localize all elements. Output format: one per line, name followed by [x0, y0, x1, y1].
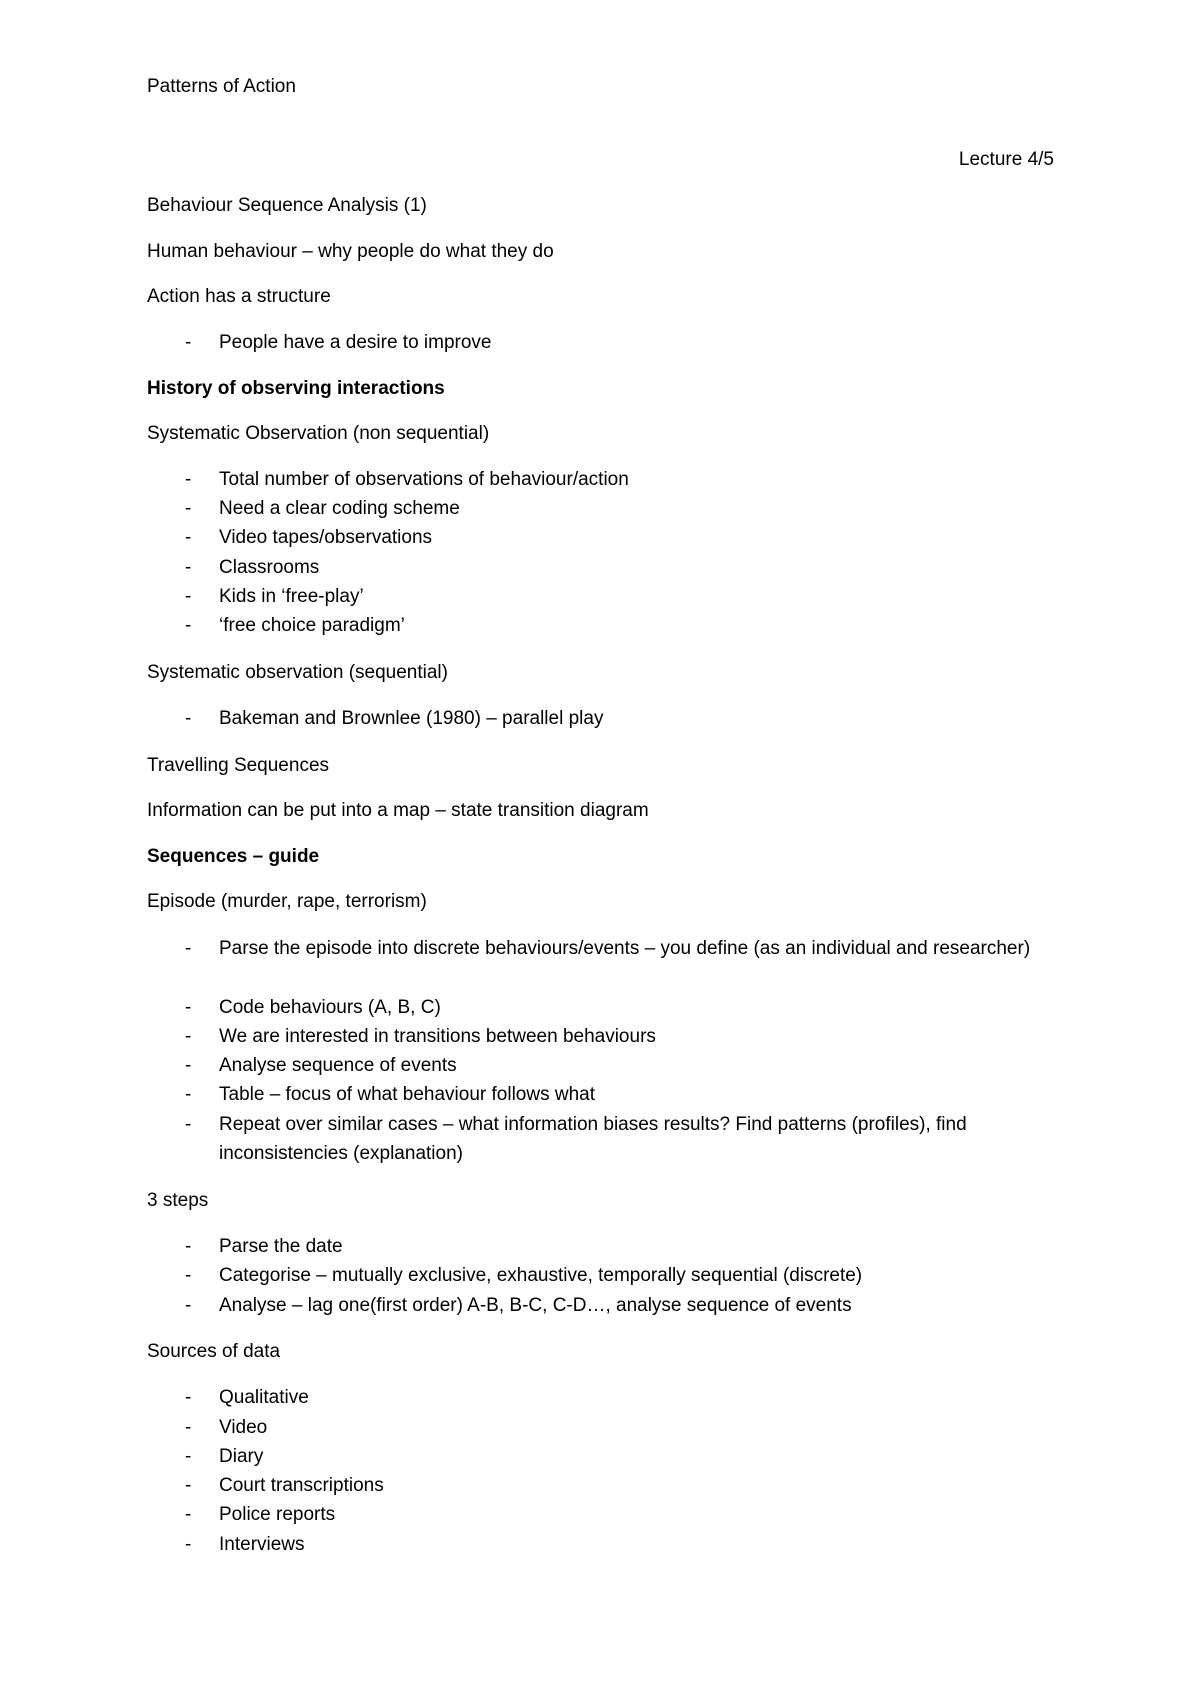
list-item-text: Analyse – lag one(first order) A-B, B-C, C-D…, analyse sequence of events	[219, 1295, 852, 1316]
list-item	[147, 1413, 1047, 1442]
list-item	[147, 553, 1047, 582]
list-item	[147, 993, 1047, 1022]
list-item-text: Police reports	[219, 1504, 336, 1525]
bullet-marker: -	[185, 1446, 192, 1467]
paragraph-episode: Episode (murder, rape, terrorism)	[147, 891, 427, 912]
list-item-text: Interviews	[219, 1534, 305, 1555]
bullet-marker: -	[185, 1055, 192, 1076]
list-item-text: Categorise – mutually exclusive, exhaustive, temporally sequential (discrete)	[219, 1265, 863, 1286]
list-item	[147, 494, 1047, 523]
bullet-marker: -	[185, 1295, 192, 1316]
bullet-marker: -	[185, 469, 192, 490]
bullet-marker: -	[185, 1265, 192, 1286]
document-title: Patterns of Action	[147, 76, 296, 97]
list-item	[147, 1442, 1047, 1471]
paragraph-travelling-sequences: Travelling Sequences	[147, 755, 330, 776]
bullet-marker: -	[185, 586, 192, 607]
lecture-number: Lecture 4/5	[958, 149, 1054, 170]
list-item	[147, 1080, 1047, 1109]
list-item	[147, 934, 1047, 963]
bullet-marker: -	[185, 527, 192, 548]
list-item	[147, 1383, 1047, 1412]
list-item	[147, 1261, 1047, 1290]
list-item-text: Need a clear coding scheme	[219, 498, 460, 519]
bullet-marker: -	[185, 1475, 192, 1496]
list-item-text: Total number of observations of behaviour/action	[219, 469, 629, 490]
list-item-text: People have a desire to improve	[219, 332, 492, 353]
bullet-marker: -	[185, 1114, 192, 1135]
bullet-marker: -	[185, 557, 192, 578]
list-item	[147, 1022, 1047, 1051]
list-item-text: Kids in ‘free-play’	[219, 586, 364, 607]
bullet-marker: -	[185, 1387, 192, 1408]
list-item-text: Bakeman and Brownlee (1980) – parallel play	[219, 708, 604, 729]
list-item-text: Diary	[219, 1446, 264, 1467]
list-item-text: Analyse sequence of events	[219, 1055, 457, 1076]
bullet-marker: -	[185, 615, 192, 636]
bullet-marker: -	[185, 997, 192, 1018]
list-item-text: Qualitative	[219, 1387, 309, 1408]
list-item	[147, 523, 1047, 552]
bullet-marker: -	[185, 1417, 192, 1438]
list-item	[147, 704, 1047, 733]
list-item	[147, 1110, 1047, 1168]
list-item-text: Repeat over similar cases – what information biases results? Find patterns (profiles), find inconsistencies (explanation)	[219, 1114, 967, 1164]
list-item-text: Video tapes/observations	[219, 527, 433, 548]
list-item-text: Video	[219, 1417, 268, 1438]
list-item	[147, 1530, 1047, 1559]
heading-history-observing: History of observing interactions	[147, 378, 445, 399]
heading-behaviour-sequence-analysis: Behaviour Sequence Analysis (1)	[147, 195, 427, 216]
list-item-text: We are interested in transitions between behaviours	[219, 1026, 656, 1047]
list-item	[147, 1500, 1047, 1529]
list-item	[147, 1051, 1047, 1080]
bullet-marker: -	[185, 708, 192, 729]
paragraph-action-structure: Action has a structure	[147, 286, 331, 307]
list-item	[147, 465, 1047, 494]
paragraph-sources-of-data: Sources of data	[147, 1341, 281, 1362]
paragraph-information-map: Information can be put into a map – state transition diagram	[147, 800, 649, 821]
bullet-marker: -	[185, 498, 192, 519]
bullet-marker: -	[185, 1084, 192, 1105]
paragraph-systematic-sequential: Systematic observation (sequential)	[147, 662, 448, 683]
paragraph-human-behaviour: Human behaviour – why people do what they do	[147, 241, 554, 262]
list-item-text: ‘free choice paradigm’	[219, 615, 405, 636]
bullet-marker: -	[185, 1026, 192, 1047]
bullet-marker: -	[185, 332, 192, 353]
list-item	[147, 1291, 1047, 1320]
list-item	[147, 1232, 1047, 1261]
list-item-text: Parse the date	[219, 1236, 343, 1257]
heading-sequences-guide: Sequences – guide	[147, 846, 320, 867]
paragraph-three-steps: 3 steps	[147, 1190, 209, 1211]
bullet-marker: -	[185, 938, 192, 959]
bullet-marker: -	[185, 1534, 192, 1555]
list-item	[147, 328, 1047, 357]
bullet-marker: -	[185, 1504, 192, 1525]
list-item	[147, 611, 1047, 640]
list-item	[147, 1471, 1047, 1500]
list-item	[147, 582, 1047, 611]
bullet-marker: -	[185, 1236, 192, 1257]
paragraph-systematic-nonsequential: Systematic Observation (non sequential)	[147, 423, 490, 444]
list-item-text: Parse the episode into discrete behaviours/events – you define (as an individual and researcher)	[219, 938, 1031, 959]
list-item-text: Court transcriptions	[219, 1475, 384, 1496]
list-item-text: Classrooms	[219, 557, 320, 578]
list-item-text: Code behaviours (A, B, C)	[219, 997, 441, 1018]
list-item-text: Table – focus of what behaviour follows what	[219, 1084, 595, 1105]
